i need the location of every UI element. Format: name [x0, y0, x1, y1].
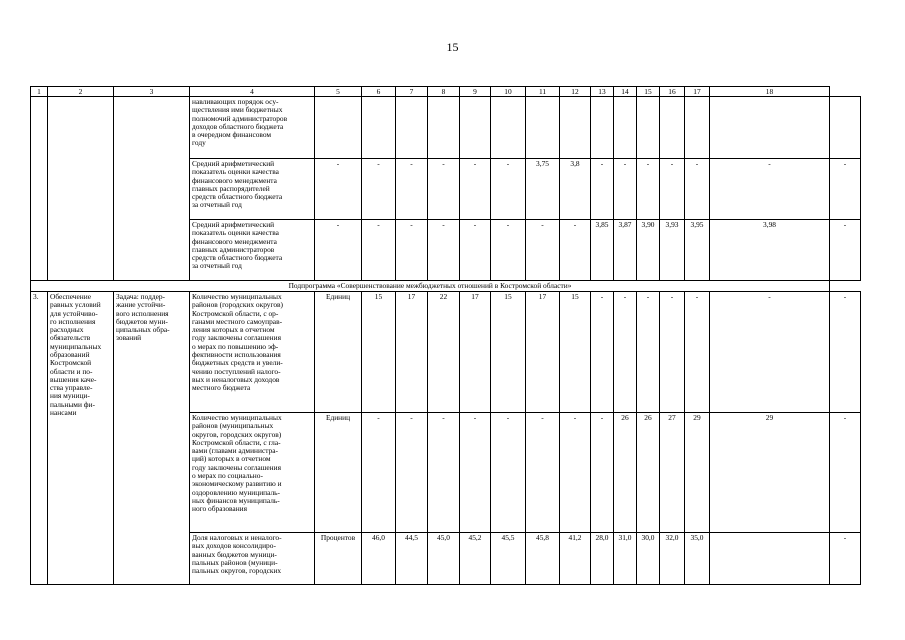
col-header: 7 [396, 87, 428, 97]
value-cell [460, 97, 491, 159]
value-cell: 3,90 [637, 220, 660, 281]
value-cell [685, 97, 710, 159]
value-cell: 3,85 [591, 220, 614, 281]
subprogram-row [31, 281, 861, 292]
col-header: 1 [31, 87, 48, 97]
value-cell: - [637, 159, 660, 220]
value-cell: 31,0 [614, 533, 637, 585]
continued-number-cell [31, 97, 48, 281]
unit-cell: - [315, 159, 362, 220]
value-cell: - [526, 220, 560, 281]
value-cell: 3,87 [614, 220, 637, 281]
value-cell: - [660, 159, 685, 220]
indicator-cell: Количество муниципальных районов (муниципальных округов, городских округов) Костромской области, с гла- вами (главами администра- ций) которых в отчетном году заключены соглашения о мерах по социально- экономическому развитию и оздоровлению муниципаль- ных финансов муниципаль- ного образования [190, 413, 315, 533]
value-cell: 32,0 [660, 533, 685, 585]
value-cell: 3,8 [560, 159, 591, 220]
note-cell: - [830, 533, 861, 585]
value-cell: 46,0 [362, 533, 396, 585]
value-cell: 41,2 [560, 533, 591, 585]
col-header: 10 [491, 87, 526, 97]
value-cell [362, 97, 396, 159]
value-cell: - [660, 292, 685, 413]
value-cell [396, 97, 428, 159]
value-cell: 27 [660, 413, 685, 533]
value-cell: - [614, 292, 637, 413]
value-cell: - [491, 220, 526, 281]
value-cell: - [560, 220, 591, 281]
unit-cell: - [315, 220, 362, 281]
col-header: 3 [114, 87, 190, 97]
value-cell: 3,75 [526, 159, 560, 220]
col-header: 18 [710, 87, 830, 97]
table-row [31, 292, 861, 413]
col-header: 17 [685, 87, 710, 97]
value-cell: - [396, 220, 428, 281]
unit-cell: Единиц [315, 292, 362, 413]
indicator-cell: навливающих порядок осу- ществления ими бюджетных полномочий администраторов доходов областного бюджета в очередном финансовом году [190, 97, 315, 159]
value-cell: 3,95 [685, 220, 710, 281]
indicator-cell: Количество муниципальных районов (городских округов) Костромской области, с ор- ганами местного самоуправ- ления которых в отчетном году заключены соглашения о мерах по повышению эф- фективности использования бюджетных средств и увели- чению поступлений налого- вых и неналоговых доходов местного бюджета [190, 292, 315, 413]
col-header: 6 [362, 87, 396, 97]
col-header: 11 [526, 87, 560, 97]
unit-cell: Процентов [315, 533, 362, 585]
value-cell [591, 97, 614, 159]
value-cell: 17 [396, 292, 428, 413]
value-cell [710, 533, 830, 585]
value-cell: 45,8 [526, 533, 560, 585]
value-cell: 15 [560, 292, 591, 413]
value-cell [660, 97, 685, 159]
value-cell: - [362, 220, 396, 281]
value-cell: 15 [362, 292, 396, 413]
value-cell: 3,93 [660, 220, 685, 281]
value-cell: 17 [526, 292, 560, 413]
col-header: 14 [614, 87, 637, 97]
value-cell: - [685, 292, 710, 413]
value-cell: 26 [614, 413, 637, 533]
col-header: 2 [48, 87, 114, 97]
value-cell [614, 97, 637, 159]
value-cell: 45,5 [491, 533, 526, 585]
note-cell [830, 97, 861, 159]
column-number-row [31, 87, 861, 97]
value-cell: 35,0 [685, 533, 710, 585]
value-cell: - [428, 413, 460, 533]
value-cell [560, 97, 591, 159]
value-cell: - [685, 159, 710, 220]
value-cell [428, 97, 460, 159]
col-header: 5 [315, 87, 362, 97]
value-cell: - [491, 159, 526, 220]
task-cell: Задача: поддер- жание устойчи- вого исполнения бюджетов муни- ципальных обра- зований [114, 292, 190, 585]
col-header: 13 [591, 87, 614, 97]
value-cell: 28,0 [591, 533, 614, 585]
value-cell: - [362, 159, 396, 220]
value-cell: - [428, 220, 460, 281]
unit-cell [315, 97, 362, 159]
col-header: 12 [560, 87, 591, 97]
subprogram-title: Подпрограмма «Совершенствование межбюджетных отношений в Костромской области» [31, 281, 830, 292]
note-cell: - [830, 220, 861, 281]
col-header: 15 [637, 87, 660, 97]
value-cell: 29 [685, 413, 710, 533]
col-header: 16 [660, 87, 685, 97]
goal-cell: Обеспечение равных условий для устойчиво- го исполнения расходных обязательств муниципальных образований Костромской области и по- вышения каче- ства управле- ния муници- пальными фи- нансами [48, 292, 114, 585]
continued-task-cell [114, 97, 190, 281]
value-cell: 26 [637, 413, 660, 533]
value-cell: - [526, 413, 560, 533]
page-number: 15 [446, 40, 459, 54]
col-header: 8 [428, 87, 460, 97]
value-cell: - [460, 159, 491, 220]
value-cell: - [710, 159, 830, 220]
value-cell: 15 [491, 292, 526, 413]
note-cell: - [830, 292, 861, 413]
indicator-cell: Доля налоговых и неналого- вых доходов консолидиро- ванных бюджетов муници- пальных районов (муници- пальных округов, городских [190, 533, 315, 585]
value-cell: - [560, 413, 591, 533]
value-cell: - [362, 413, 396, 533]
note-cell: - [830, 413, 861, 533]
value-cell: - [428, 159, 460, 220]
unit-cell: Единиц [315, 413, 362, 533]
value-cell: 44,5 [396, 533, 428, 585]
value-cell: - [491, 413, 526, 533]
value-cell [710, 97, 830, 159]
section-number: 3. [31, 292, 48, 585]
value-cell: - [637, 292, 660, 413]
value-cell: 22 [428, 292, 460, 413]
col-header: 4 [190, 87, 315, 97]
note-cell: - [830, 159, 861, 220]
value-cell: - [460, 413, 491, 533]
value-cell: 30,0 [637, 533, 660, 585]
continued-goal-cell [48, 97, 114, 281]
indicators-table [30, 86, 861, 585]
indicator-cell: Средний арифметический показатель оценки качества финансового менеджмента главных администраторов средств областного бюджета за отчетный год [190, 220, 315, 281]
value-cell: - [396, 159, 428, 220]
value-cell [526, 97, 560, 159]
indicator-cell: Средний арифметический показатель оценки качества финансового менеджмента главных распорядителей средств областного бюджета за отчетный год [190, 159, 315, 220]
value-cell: 45,0 [428, 533, 460, 585]
value-cell: 3,98 [710, 220, 830, 281]
value-cell [637, 97, 660, 159]
value-cell: 45,2 [460, 533, 491, 585]
table-row [31, 97, 861, 159]
value-cell: - [591, 292, 614, 413]
value-cell: - [710, 292, 830, 413]
value-cell: - [460, 220, 491, 281]
value-cell: - [396, 413, 428, 533]
value-cell: 17 [460, 292, 491, 413]
col-header: 9 [460, 87, 491, 97]
value-cell: - [591, 413, 614, 533]
value-cell [491, 97, 526, 159]
value-cell: 29 [710, 413, 830, 533]
value-cell: - [591, 159, 614, 220]
value-cell: - [614, 159, 637, 220]
